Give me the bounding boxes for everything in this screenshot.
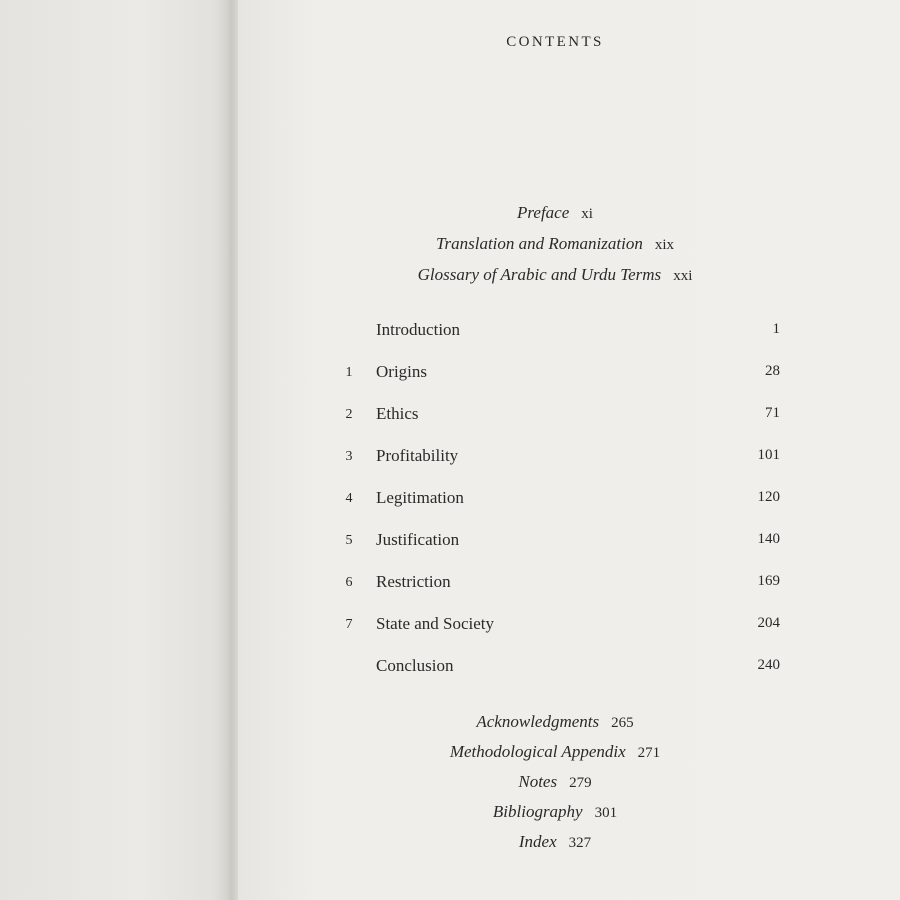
chapter-title: Justification	[376, 530, 460, 549]
entry-label: Notes	[518, 772, 558, 791]
chapter-entry	[330, 572, 782, 596]
entry-label: Glossary of Arabic and Urdu Terms	[417, 265, 662, 284]
chapter-page: 101	[757, 447, 780, 463]
chapter-page: 140	[757, 531, 780, 547]
entry-page: xix	[654, 237, 675, 253]
front-matter-entry	[300, 203, 810, 223]
chapter-page: 120	[757, 489, 780, 505]
entry-page: 327	[568, 835, 592, 851]
chapter-number: 4	[345, 491, 353, 506]
chapter-number: 3	[345, 449, 353, 464]
chapter-title: Conclusion	[376, 656, 454, 675]
entry-page: 271	[637, 745, 661, 761]
chapter-entry	[330, 530, 782, 554]
back-matter-entry	[300, 802, 810, 822]
chapter-entry	[330, 320, 782, 344]
contents-heading: CONTENTS	[506, 34, 604, 50]
entry-label: Translation and Romanization	[435, 234, 643, 253]
chapter-number: 5	[345, 533, 353, 548]
entry-label: Index	[518, 832, 557, 851]
chapter-entry	[330, 362, 782, 386]
back-matter-entry	[300, 772, 810, 792]
chapter-entry	[330, 614, 782, 638]
chapter-entry	[330, 446, 782, 470]
back-matter-entry	[300, 832, 810, 852]
back-matter-entry	[300, 712, 810, 732]
chapter-number: 2	[345, 407, 353, 422]
chapter-title: State and Society	[376, 614, 495, 633]
back-matter-entry	[300, 742, 810, 762]
chapter-title: Restriction	[376, 572, 451, 591]
front-matter-entry	[300, 265, 810, 285]
entry-label: Methodological Appendix	[449, 742, 626, 761]
left-page	[0, 0, 232, 900]
chapter-number: 7	[345, 617, 353, 632]
entry-page: xi	[581, 206, 593, 222]
chapter-page: 1	[772, 321, 780, 337]
chapter-page: 71	[765, 405, 780, 421]
chapter-page: 28	[765, 363, 780, 379]
entry-label: Bibliography	[492, 802, 583, 821]
chapter-page: 204	[757, 615, 780, 631]
entry-label: Preface	[517, 203, 570, 222]
entry-page: xxi	[673, 268, 693, 284]
chapter-title: Ethics	[376, 404, 419, 423]
chapter-entry	[330, 404, 782, 428]
chapter-title: Origins	[376, 362, 427, 381]
entry-page: 279	[569, 775, 592, 791]
chapter-title: Introduction	[376, 320, 461, 339]
front-matter-entry	[300, 234, 810, 254]
chapter-number: 6	[345, 575, 353, 590]
chapter-entry	[330, 656, 782, 680]
chapter-page: 240	[757, 657, 780, 673]
chapter-title: Profitability	[376, 446, 459, 465]
entry-page: 301	[594, 805, 618, 821]
entry-page: 265	[611, 715, 634, 731]
chapter-page: 169	[757, 573, 780, 589]
chapter-number: 1	[345, 365, 353, 380]
entry-label: Acknowledgments	[476, 712, 600, 731]
chapter-entry	[330, 488, 782, 512]
chapter-title: Legitimation	[376, 488, 464, 507]
